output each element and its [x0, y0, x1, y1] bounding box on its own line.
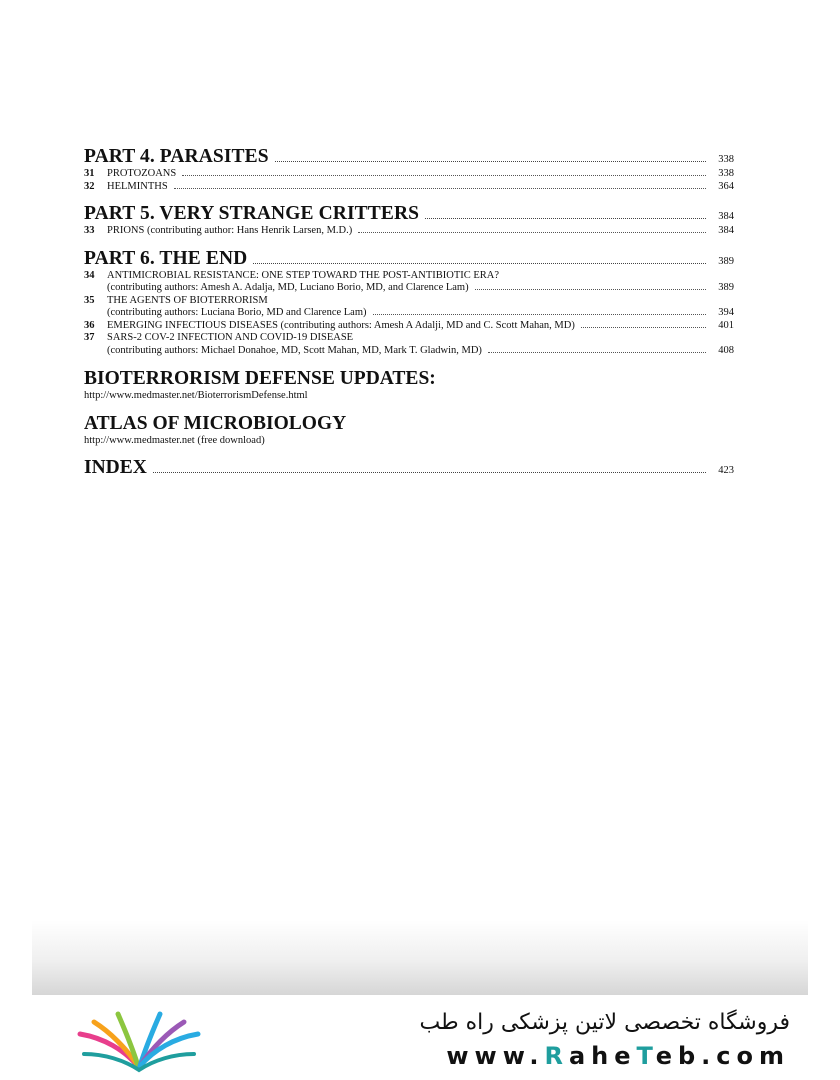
chapter-title: PRIONS (contributing author: Hans Henrik Larsen, M.D.) [107, 225, 353, 236]
chapter-title-row[interactable] [84, 332, 734, 345]
leader-dots [475, 289, 706, 290]
brand-url-suffix: .com [701, 1042, 790, 1070]
page-number: 338 [718, 154, 734, 165]
brand-url-ahe: ahe [568, 1042, 637, 1070]
chapter-row[interactable] [84, 225, 734, 238]
chapter-subtitle-row[interactable] [84, 307, 734, 320]
index-row[interactable] [84, 457, 734, 479]
part-heading-row[interactable] [84, 203, 734, 225]
bioterrorism-heading: BIOTERRORISM DEFENSE UPDATES: [84, 368, 436, 389]
chapter-number: 37 [84, 332, 95, 343]
brand-url-eb: eb [655, 1042, 702, 1070]
brand-url-prefix: www. [446, 1042, 545, 1070]
page-number: 394 [718, 307, 734, 318]
leader-dots [373, 314, 706, 315]
page-number: 423 [718, 465, 734, 476]
page-number: 389 [718, 282, 734, 293]
page-number: 364 [718, 180, 734, 192]
footer-fade [32, 920, 808, 995]
leader-dots [253, 263, 706, 264]
leader-dots [425, 218, 706, 219]
leader-dots [358, 232, 706, 233]
chapter-number: 34 [84, 269, 95, 281]
chapter-number: 36 [84, 319, 95, 331]
leader-dots [581, 327, 706, 328]
part-title: PART 5. VERY STRANGE CRITTERS [84, 203, 420, 224]
chapter-number: 35 [84, 294, 95, 306]
chapter-number: 32 [84, 180, 95, 192]
atlas-heading: ATLAS OF MICROBIOLOGY [84, 413, 347, 434]
chapter-title: THE AGENTS OF BIOTERRORISM [107, 294, 268, 306]
leader-dots [275, 161, 706, 162]
bioterrorism-link[interactable]: http://www.medmaster.net/BioterrorismDefense.html [84, 390, 308, 401]
leader-dots [153, 472, 706, 473]
chapter-row[interactable] [84, 181, 734, 194]
brand-url-r: R [544, 1042, 569, 1070]
chapter-title: ANTIMICROBIAL RESISTANCE: ONE STEP TOWARD THE POST-ANTIBIOTIC ERA? [107, 269, 500, 281]
brand-url-t: T [636, 1042, 656, 1070]
part-title: PART 4. PARASITES [84, 146, 269, 167]
open-book-icon [74, 1010, 204, 1074]
atlas-link[interactable]: http://www.medmaster.net (free download) [84, 435, 265, 446]
chapter-row[interactable] [84, 320, 734, 333]
index-title: INDEX [84, 457, 147, 478]
leader-dots [182, 175, 706, 176]
leader-dots [174, 188, 706, 189]
chapter-title: PROTOZOANS [107, 168, 177, 179]
chapter-number: 33 [84, 225, 95, 236]
page-number: 384 [718, 211, 734, 222]
brand-persian-text: فروشگاه تخصصی لاتین پزشکی راه طب [419, 1010, 790, 1035]
chapter-row[interactable] [84, 168, 734, 181]
leader-dots [488, 352, 706, 353]
page-number: 338 [718, 168, 734, 179]
page-number: 384 [718, 225, 734, 236]
chapter-contributors: (contributing authors: Michael Donahoe, MD, Scott Mahan, MD, Mark T. Gladwin, MD) [107, 344, 482, 356]
brand-url[interactable] [446, 1042, 790, 1070]
page-number: 408 [718, 344, 734, 356]
chapter-title-row[interactable] [84, 270, 734, 283]
chapter-title-row[interactable] [84, 295, 734, 308]
chapter-subtitle-row[interactable] [84, 345, 734, 358]
chapter-title: HELMINTHS [107, 180, 168, 192]
chapter-contributors: (contributing authors: Amesh A. Adalja, MD, Luciano Borio, MD, and Clarence Lam) [107, 282, 469, 293]
table-of-contents [84, 146, 734, 479]
chapter-title: EMERGING INFECTIOUS DISEASES (contributing authors: Amesh A Adalji, MD and C. Scott Mahan, MD) [107, 319, 575, 331]
chapter-number: 31 [84, 168, 95, 179]
page-number: 401 [718, 319, 734, 331]
chapter-title: SARS-2 COV-2 INFECTION AND COVID-19 DISEASE [107, 332, 354, 343]
chapter-subtitle-row[interactable] [84, 282, 734, 295]
chapter-contributors: (contributing authors: Luciana Borio, MD and Clarence Lam) [107, 307, 367, 318]
page-number: 389 [718, 255, 734, 267]
part-heading-row[interactable] [84, 248, 734, 270]
part-title: PART 6. THE END [84, 247, 248, 269]
part-heading-row[interactable] [84, 146, 734, 168]
